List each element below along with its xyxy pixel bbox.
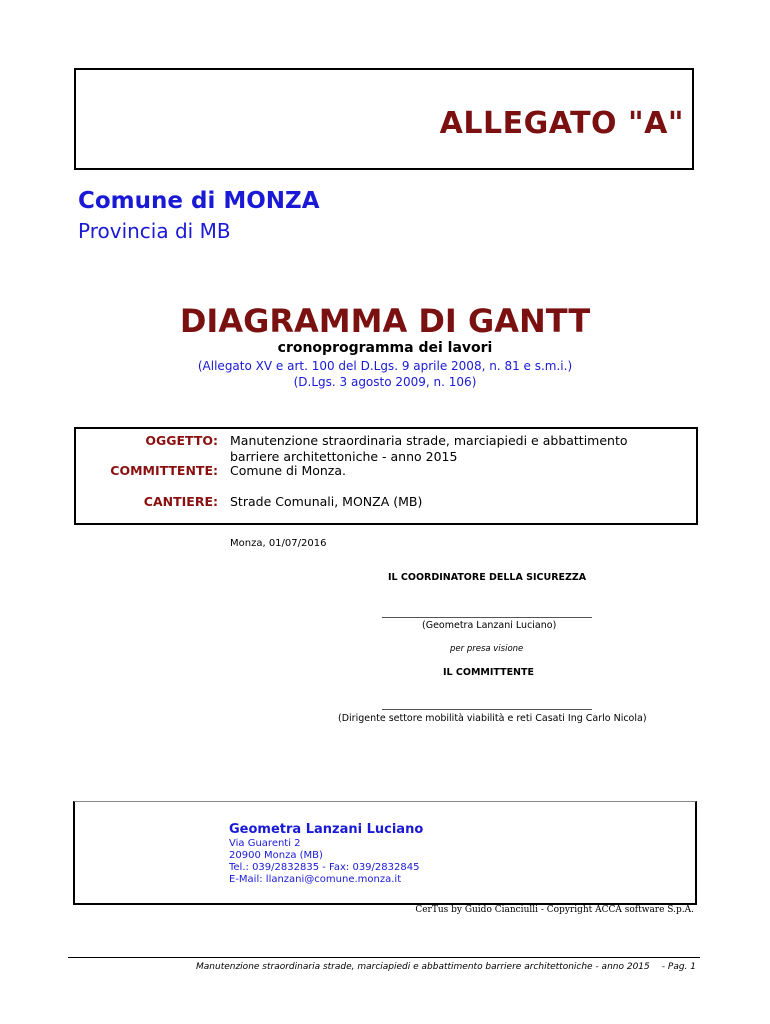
cantiere-value: Strade Comunali, MONZA (MB) — [230, 494, 423, 509]
footer-divider — [68, 957, 700, 958]
contact-city: 20900 Monza (MB) — [229, 850, 323, 861]
committente-name: (Dirigente settore mobilità viabilità e reti Casati Ing Carlo Nicola) — [338, 713, 647, 724]
coordinatore-title: IL COORDINATORE DELLA SICUREZZA — [388, 572, 587, 583]
footer-text: Manutenzione straordinaria strade, marciapiedi e abbattimento barriere architettoniche - anno 2015 — [196, 962, 650, 972]
committente-value: Comune di Monza. — [230, 463, 346, 478]
legal-reference-1: (Allegato XV e art. 100 del D.Lgs. 9 aprile 2008, n. 81 e s.m.i.) — [197, 359, 573, 373]
legal-reference-2: (D.Lgs. 3 agosto 2009, n. 106) — [293, 375, 477, 389]
allegato-title: ALLEGATO "A" — [439, 106, 684, 141]
oggetto-value: Manutenzione straordinaria strade, marciapiedi e abbattimento barriere architettoniche - anno 2015 — [230, 433, 628, 464]
project-info-box — [74, 427, 698, 525]
cantiere-label: CANTIERE: — [143, 494, 218, 509]
header-box — [74, 68, 694, 170]
contact-email[interactable]: E-Mail: llanzani@comune.monza.it — [229, 874, 402, 885]
coordinatore-signature-line — [382, 617, 592, 618]
contact-box — [73, 801, 697, 905]
contact-phone: Tel.: 039/2832835 - Fax: 039/2832845 — [229, 862, 420, 873]
contact-address: Via Guarenti 2 — [229, 838, 301, 849]
contact-name: Geometra Lanzani Luciano — [229, 822, 424, 837]
document-subtitle: cronoprogramma dei lavori — [277, 340, 493, 356]
document-title: DIAGRAMMA DI GANTT — [179, 302, 591, 340]
committente-signature-line — [382, 709, 592, 710]
coordinatore-name: (Geometra Lanzani Luciano) — [422, 620, 557, 631]
software-credit: CerTus by Guido Cianciulli - Copyright ACCA software S.p.A. — [415, 905, 694, 915]
committente-label: COMMITTENTE: — [110, 463, 218, 478]
provincia-name: Provincia di MB — [78, 219, 231, 243]
comune-name: Comune di MONZA — [78, 188, 320, 214]
page-number: - Pag. 1 — [661, 962, 696, 972]
document-date: Monza, 01/07/2016 — [230, 538, 327, 549]
oggetto-label: OGGETTO: — [145, 433, 218, 448]
presa-visione-note: per presa visione — [450, 644, 524, 654]
committente-title: IL COMMITTENTE — [443, 667, 534, 678]
